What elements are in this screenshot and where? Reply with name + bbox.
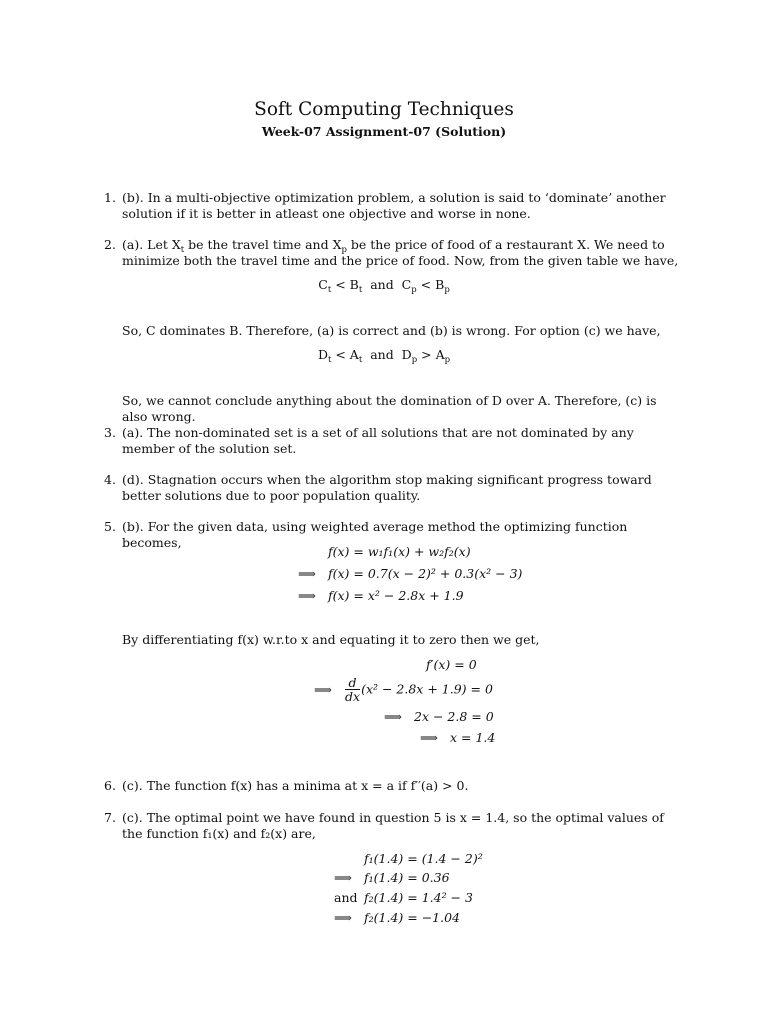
equation-line: f′(x) = 0 — [426, 657, 477, 672]
document-subtitle: Week-07 Assignment-07 (Solution) — [261, 124, 507, 139]
item-number: 3. — [104, 425, 116, 440]
answer-text: So, C dominates B. Therefore, (a) is correct and (b) is wrong. For option (c) we have, — [122, 323, 661, 338]
answer-text: (a). The non-dominated set is a set of all solutions that are not dominated by any member of the solution set. — [122, 425, 634, 456]
answer-text: (d). Stagnation occurs when the algorithm stop making significant progress toward better solutions due to poor population quality. — [122, 472, 652, 503]
equation-line: ⟹ x = 1.4 — [420, 730, 496, 745]
item-number: 2. — [104, 237, 116, 252]
answer-text: So, we cannot conclude anything about the domination of D over A. Therefore, (c) is also wrong. — [122, 393, 657, 424]
item-number: 4. — [104, 472, 116, 487]
item-number: 5. — [104, 519, 116, 534]
answer-text: (b). In a multi-objective optimization problem, a solution is said to ‘dominate’ another solution if it is better in atleast one objective and worse in none. — [122, 190, 666, 221]
derivative-fraction: $\frac{d}{dx}$ — [345, 675, 361, 704]
equation-line: ⟹ $\frac{d}{dx}$ (x² − 2.8x + 1.9) = 0 — [314, 675, 493, 704]
equation-dominance-cb: $C_t < B_t$ and $C_p < B_p$ — [318, 277, 450, 295]
equation-line: ⟹ 2x − 2.8 = 0 — [384, 709, 494, 724]
item-number: 7. — [104, 810, 116, 825]
item-number: 6. — [104, 778, 116, 793]
equation-line: ⟹ f₂(1.4) = −1.04 — [334, 910, 460, 925]
answer-text: (a). Let $X_t$ be the travel time and $X_p$ be the price of food of a restaurant X. We need to minimize both the travel time and the price of food. Now, from the given table we have, — [122, 237, 679, 268]
answer-text: (c). The optimal point we have found in question 5 is x = 1.4, so the optimal values of the function f₁(x) and f₂(x) are, — [122, 810, 664, 841]
equation-line: ⟹ f₁(1.4) = 0.36 — [334, 870, 450, 885]
item-number: 1. — [104, 190, 116, 205]
equation-dominance-da: $D_t < A_t$ and $D_p > A_p$ — [317, 347, 451, 365]
equation-line: ⟹ f(x) = 0.7(x − 2)² + 0.3(x² − 3) — [298, 566, 523, 581]
equation-line: and f₂(1.4) = 1.4² − 3 — [334, 890, 473, 905]
document-title: Soft Computing Techniques — [254, 99, 514, 120]
equation-line: f(x) = w₁f₁(x) + w₂f₂(x) — [328, 544, 471, 559]
answer-text: By differentiating f(x) w.r.to x and equating it to zero then we get, — [122, 632, 540, 647]
equation-line: f₁(1.4) = (1.4 − 2)² — [364, 851, 483, 866]
answer-text: (c). The function f(x) has a minima at x = a if f′′(a) > 0. — [122, 778, 469, 793]
answer-text: (b). For the given data, using weighted average method the optimizing function becomes, — [122, 519, 628, 550]
equation-line: ⟹ f(x) = x² − 2.8x + 1.9 — [298, 588, 464, 603]
